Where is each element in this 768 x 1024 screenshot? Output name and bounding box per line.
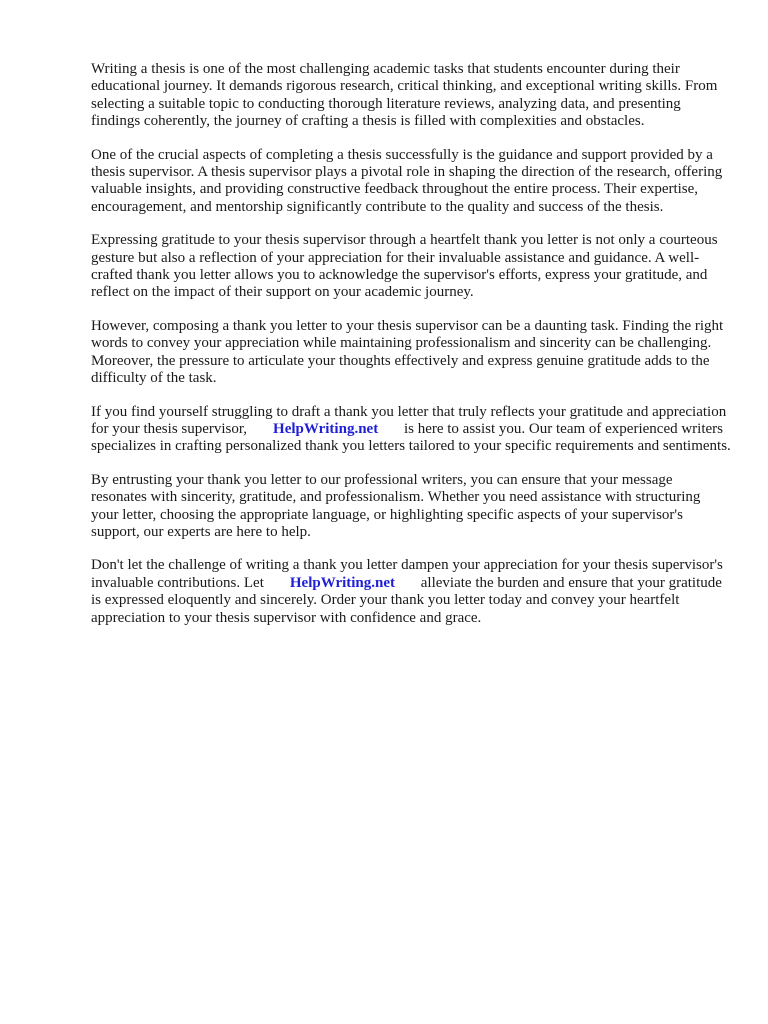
helpwriting-link[interactable]: HelpWriting.net [273, 420, 379, 437]
paragraph-cta-text-after: alleviate the burden and ensure that your gratitude is expressed eloquently and sincerely. Order your thank you letter today and convey your heartfelt appreciation to your thesis supervisor with confidence and grace. [91, 574, 722, 626]
document-body [91, 61, 731, 643]
paragraph-intro: Writing a thesis is one of the most challenging academic tasks that students encounter during their educational journey. It demands rigorous research, critical thinking, and exceptional writing skills. From selecting a suitable topic to conducting thorough literature reviews, analyzing data, and presenting findings coherently, the journey of crafting a thesis is filled with complexities and obstacles. [91, 61, 718, 130]
paragraph-cta-text-before: Don't let the challenge of writing a thank you letter dampen your appreciation for your thesis supervisor's invaluable contributions. Let [91, 557, 723, 591]
paragraph-professional-writers: By entrusting your thank you letter to our professional writers, you can ensure that your message resonates with sincerity, gratitude, and professionalism. Whether you need assistance with structuring your letter, choosing the appropriate language, or highlighting specific aspects of your supervisor's support, our experts are here to help. [91, 471, 701, 540]
helpwriting-link-2[interactable]: HelpWriting.net [289, 574, 396, 591]
paragraph-help-offer [91, 404, 731, 456]
paragraph-expressing-gratitude: Expressing gratitude to your thesis supervisor through a heartfelt thank you letter is not only a courteous gesture but also a reflection of your appreciation for their invaluable assistance and guidance. A well-crafted thank you letter allows you to acknowledge the supervisor's efforts, express your gratitude, and reflect on the impact of their support on your academic journey. [91, 232, 718, 301]
paragraph-challenge: However, composing a thank you letter to your thesis supervisor can be a daunting task. Finding the right words to convey your appreciation while maintaining professionalism and sincerity can be challenging. Moreover, the pressure to articulate your thoughts effectively and express genuine gratitude adds to the difficulty of the task. [91, 317, 724, 387]
paragraph-help-offer-text-after: is here to assist you. Our team of experienced writers specializes in crafting personalized thank you letters tailored to your specific requirements and sentiments. [91, 420, 731, 455]
paragraph-supervisor-role: One of the crucial aspects of completing a thesis successfully is the guidance and support provided by a thesis supervisor. A thesis supervisor plays a pivotal role in shaping the direction of the research, offering valuable insights, and providing constructive feedback throughout the entire process. Their expertise, encouragement, and mentorship significantly contribute to the quality and success of the thesis. [91, 146, 723, 215]
paragraph-help-offer-text-before: If you find yourself struggling to draft a thank you letter that truly reflects your gratitude and appreciation for your thesis supervisor, [91, 403, 727, 437]
paragraph-call-to-action [91, 557, 731, 627]
